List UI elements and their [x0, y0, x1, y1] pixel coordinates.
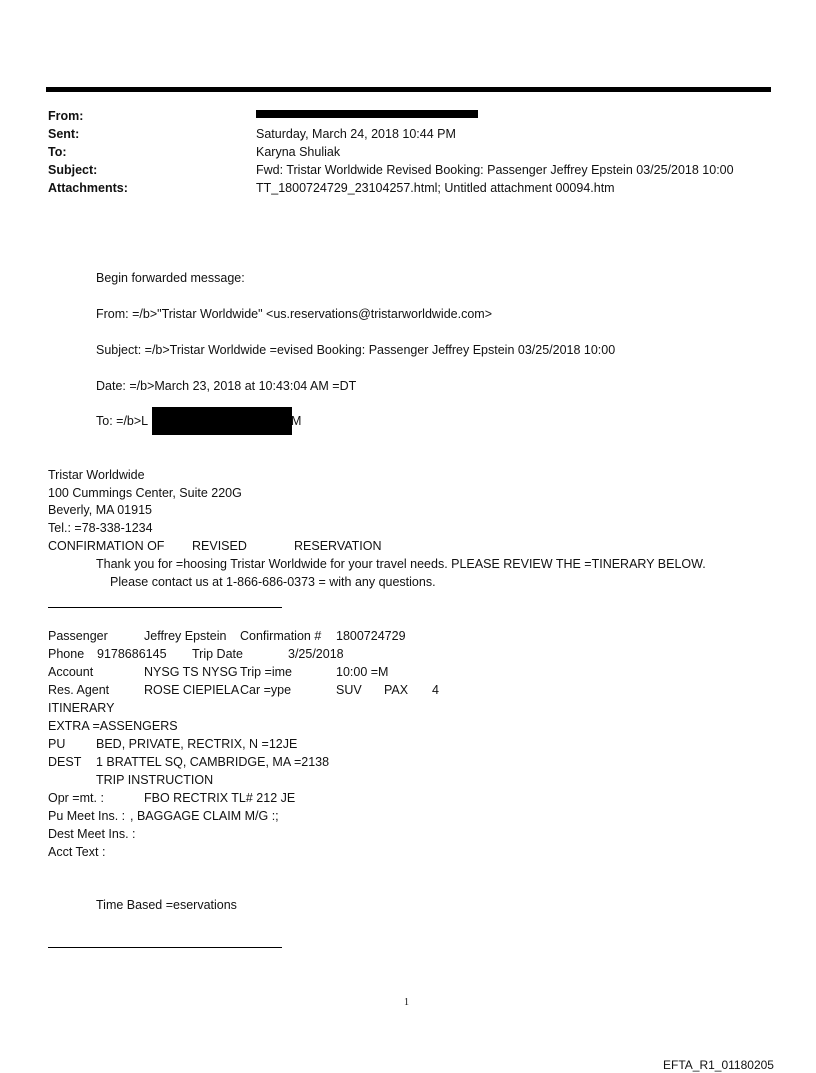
- sent-value: Saturday, March 24, 2018 10:44 PM: [256, 127, 456, 141]
- agent-label: Res. Agent: [48, 683, 110, 697]
- subject-label: Subject:: [48, 163, 98, 177]
- account-label: Account: [48, 665, 94, 679]
- phone-label: Phone: [48, 647, 85, 661]
- redacted-from-value: [256, 110, 478, 118]
- trip-time-label: Trip =ime: [240, 665, 292, 679]
- forward-intro: Begin forwarded message:: [96, 271, 245, 285]
- redacted-to-value: [152, 407, 292, 435]
- company-tel: Tel.: =78-338-1234: [48, 521, 153, 535]
- opr-value: FBO RECTRIX TL# 212 JE: [144, 791, 296, 805]
- pu-value: BED, PRIVATE, RECTRIX, N =12JE: [96, 737, 298, 751]
- phone-value: 9178686145: [97, 647, 167, 661]
- divider-2: [48, 947, 282, 948]
- pu-label: PU: [48, 737, 66, 751]
- forward-to-suffix: M: [291, 414, 302, 428]
- page-number: 1: [404, 997, 409, 1008]
- confirmation-label: Confirmation #: [240, 629, 322, 643]
- pu-meet-value: , BAGGAGE CLAIM M/G :;: [130, 809, 279, 823]
- forward-date-line: Date: =/b>March 23, 2018 at 10:43:04 AM =DT: [96, 379, 357, 393]
- trip-date-label: Trip Date: [192, 647, 243, 661]
- forward-to-prefix: To: =/b>L: [96, 414, 149, 428]
- confirmation-of: CONFIRMATION OF: [48, 539, 165, 553]
- dest-label: DEST: [48, 755, 82, 769]
- account-value: NYSG TS NYSG: [144, 665, 238, 679]
- reservation-word: RESERVATION: [294, 539, 382, 553]
- contact-text: Please contact us at 1-866-686-0373 = with any questions.: [110, 575, 436, 589]
- bates-number: EFTA_R1_01180205: [663, 1058, 774, 1072]
- header-top-rule: [46, 87, 771, 92]
- company-address-1: 100 Cummings Center, Suite 220G: [48, 486, 242, 500]
- attachments-value: TT_1800724729_23104257.html; Untitled attachment 00094.htm: [256, 181, 615, 195]
- pu-meet-label: Pu Meet Ins. :: [48, 809, 126, 823]
- passenger-label: Passenger: [48, 629, 108, 643]
- company-name: Tristar Worldwide: [48, 468, 145, 482]
- pax-value: 4: [432, 683, 439, 697]
- confirmation-value: 1800724729: [336, 629, 406, 643]
- thank-you-text: Thank you for =hoosing Tristar Worldwide for your travel needs. PLEASE REVIEW THE =TINERARY BELOW.: [96, 557, 706, 571]
- itinerary-heading: ITINERARY: [48, 701, 115, 715]
- revised-word: REVISED: [192, 539, 247, 553]
- trip-time-value: 10:00 =M: [336, 665, 389, 679]
- trip-instruction-heading: TRIP INSTRUCTION: [96, 773, 214, 787]
- dest-value: 1 BRATTEL SQ, CAMBRIDGE, MA =2138: [96, 755, 330, 769]
- acct-text-label: Acct Text :: [48, 845, 106, 859]
- pax-label: PAX: [384, 683, 409, 697]
- forward-from-line: From: =/b>"Tristar Worldwide" <us.reservations@tristarworldwide.com>: [96, 307, 492, 321]
- dest-meet-label: Dest Meet Ins. :: [48, 827, 136, 841]
- attachments-label: Attachments:: [48, 181, 128, 195]
- opr-label: Opr =mt. :: [48, 791, 104, 805]
- extra-passengers-heading: EXTRA =ASSENGERS: [48, 719, 178, 733]
- agent-value: ROSE CIEPIELA: [144, 683, 240, 697]
- forward-subject-line: Subject: =/b>Tristar Worldwide =evised Booking: Passenger Jeffrey Epstein 03/25/2018 10:00: [96, 343, 616, 357]
- car-type-value: SUV: [336, 683, 362, 697]
- divider-1: [48, 607, 282, 608]
- from-label: From:: [48, 109, 84, 123]
- passenger-value: Jeffrey Epstein: [144, 629, 227, 643]
- to-value: Karyna Shuliak: [256, 145, 341, 159]
- car-type-label: Car =ype: [240, 683, 292, 697]
- trip-date-value: 3/25/2018: [288, 647, 344, 661]
- sent-label: Sent:: [48, 127, 80, 141]
- time-based-reservations: Time Based =eservations: [96, 898, 237, 912]
- to-label: To:: [48, 145, 67, 159]
- subject-value: Fwd: Tristar Worldwide Revised Booking: Passenger Jeffrey Epstein 03/25/2018 10:00: [256, 163, 734, 177]
- company-address-2: Beverly, MA 01915: [48, 503, 152, 517]
